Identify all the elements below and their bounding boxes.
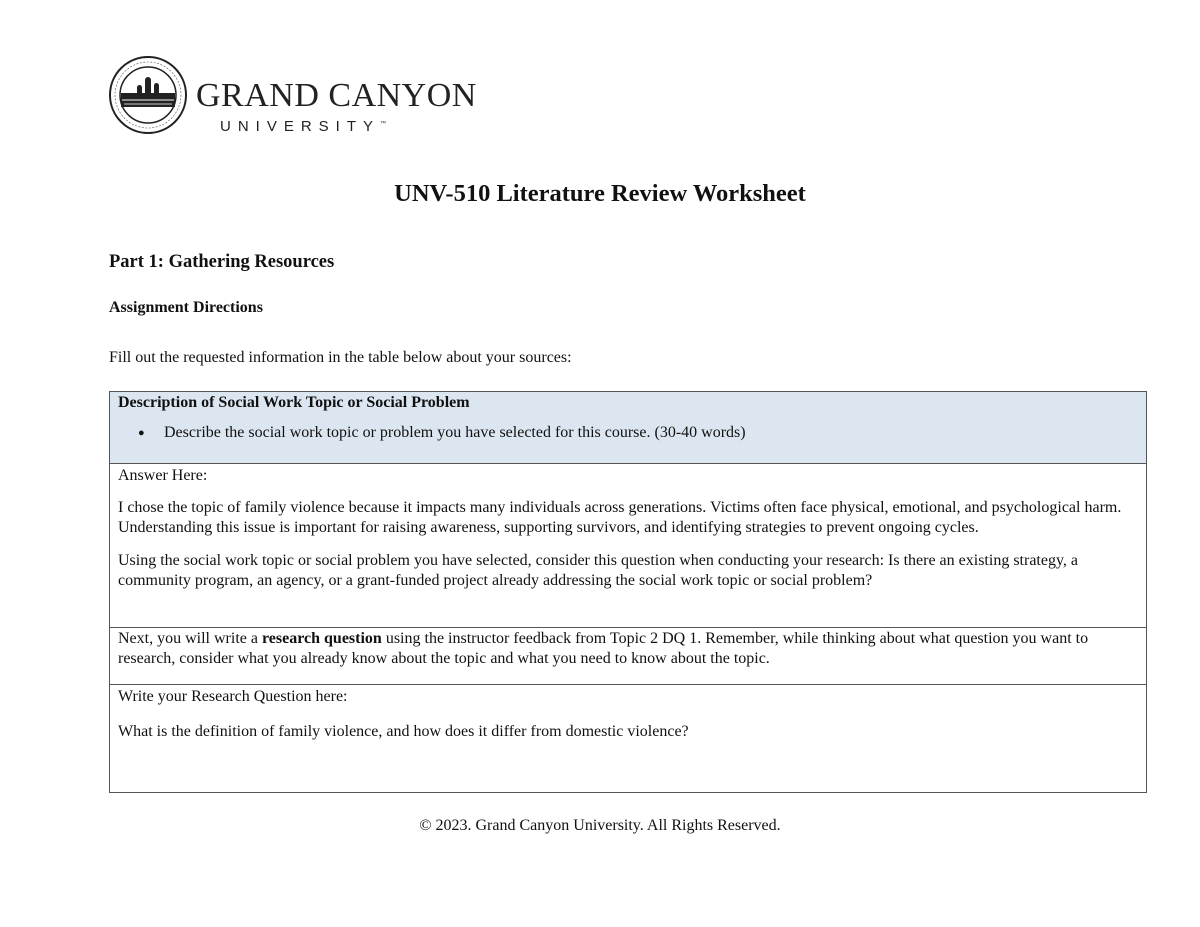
university-logo: [108, 55, 478, 140]
copyright-footer: © 2023. Grand Canyon University. All Rights Reserved.: [419, 817, 781, 834]
table-row: [110, 464, 1147, 628]
header-title: Description of Social Work Topic or Social Problem: [118, 394, 470, 411]
answer-cell[interactable]: [110, 464, 1147, 628]
page-title: UNV-510 Literature Review Worksheet: [394, 180, 806, 207]
answer-text: I chose the topic of family violence because it impacts many individuals across generations. Victims often face physical, emotional, and psychological harm. Understanding this issue is important for raising awareness, supporting survivors, and identifying strategies to prevent ongoing cycles.: [118, 499, 1122, 536]
research-question-cell[interactable]: [110, 685, 1147, 793]
header-bullet: ● Describe the social work topic or problem you have selected for this course. (30-40 words): [164, 423, 1138, 443]
directions-heading: Assignment Directions: [109, 299, 263, 316]
intro-text: Fill out the requested information in the table below about your sources:: [109, 349, 572, 366]
table-header-cell: [110, 392, 1147, 464]
university-seal-icon: [108, 55, 188, 135]
part-heading: Part 1: Gathering Resources: [109, 252, 335, 272]
worksheet-table: [109, 391, 1147, 793]
research-question-answer: What is the definition of family violence, and how does it differ from domestic violence?: [118, 723, 689, 740]
consider-question-text: Using the social work topic or social problem you have selected, consider this question when conducting your research: Is there an existing strategy, a community program, an agency, or a grant-funded project already addressing the social work topic or social problem?: [118, 552, 1079, 589]
table-row: [110, 685, 1147, 793]
instruction-text: Next, you will write a research question using the instructor feedback from Topic 2 DQ 1. Remember, while thinking about what question you want to research, consider what you already know about the topic and what you need to know about the topic.: [118, 630, 1089, 667]
instruction-cell: [110, 628, 1147, 685]
research-question-label: Write your Research Question here:: [118, 688, 348, 705]
table-row: [110, 392, 1147, 464]
research-question-emphasis: research question: [261, 630, 382, 647]
logo-wordmark: GRAND CANYON: [196, 77, 477, 114]
answer-label: Answer Here:: [118, 467, 208, 484]
table-row: [110, 628, 1147, 685]
logo-subtitle: UNIVERSITY™: [220, 118, 387, 135]
header-bullet-list: [118, 423, 1138, 443]
